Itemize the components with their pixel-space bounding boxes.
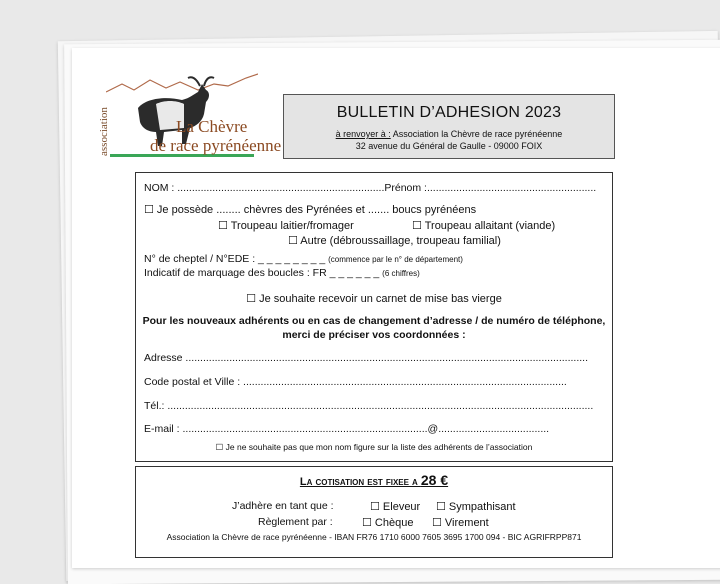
payment-label: Règlement par :: [258, 516, 333, 528]
cheptel-note: (commence par le n° de département): [328, 255, 463, 264]
send-to-address: 32 avenue du Général de Gaulle - 09000 FOIX: [355, 141, 543, 151]
info-instruction-line2: merci de préciser vos coordonnées :: [282, 329, 466, 341]
fee-box: [135, 466, 613, 558]
send-to-line: [284, 129, 614, 139]
checkbox-breeder[interactable]: ☐ Eleveur: [370, 501, 421, 513]
checkbox-supporter[interactable]: ☐ Sympathisant: [436, 501, 516, 513]
goat-count-field[interactable]: ☐ Je possède ........ chèvres des Pyrénées et ....... boucs pyrénéens: [144, 204, 477, 216]
fee-amount: 28 €: [420, 472, 449, 488]
cheptel-label: N° de cheptel / N°EDE : _ _ _ _ _ _ _ _: [144, 253, 326, 265]
logo-title-line1: La Chèvre: [176, 117, 248, 136]
marking-field[interactable]: [144, 267, 420, 279]
postal-city-field[interactable]: Code postal et Ville : ...............................................................................................................: [144, 376, 567, 388]
checkbox-cheque[interactable]: ☐ Chèque: [362, 517, 414, 529]
phone-field[interactable]: Tél.: ..................................................................................................................................................: [144, 400, 594, 412]
checkbox-other-herd[interactable]: ☐ Autre (débroussaillage, troupeau familial): [288, 235, 501, 247]
checkbox-transfer[interactable]: ☐ Virement: [432, 517, 489, 529]
email-field[interactable]: E-mail : ....................................................................................@......................................: [144, 423, 550, 435]
marking-note: (6 chiffres): [382, 269, 420, 278]
checkbox-hide-name[interactable]: ☐ Je ne souhaite pas que mon nom figure sur la liste des adhérents de l’association: [215, 442, 533, 452]
logo-association-text: association: [98, 107, 110, 156]
form-title: BULLETIN D’ADHESION 2023: [336, 104, 562, 121]
send-to-recipient: Association la Chèvre de race pyrénéenne: [390, 129, 563, 139]
logo-title-line2: de race pyrénéenne: [150, 136, 282, 155]
membership-type-label: J’adhère en tant que :: [232, 500, 334, 512]
checkbox-dairy-herd[interactable]: ☐ Troupeau laitier/fromager: [218, 220, 354, 232]
fee-title: [136, 472, 612, 488]
checkbox-birth-notebook[interactable]: ☐ Je souhaite recevoir un carnet de mise bas vierge: [246, 293, 502, 305]
info-instruction-line1: Pour les nouveaux adhérents ou en cas de changement d’adresse / de numéro de téléphone,: [142, 315, 606, 327]
send-to-label: à renvoyer à :: [335, 129, 391, 139]
marking-label: Indicatif de marquage des boucles : FR _ _ _ _ _ _: [144, 267, 380, 279]
cheptel-field[interactable]: [144, 253, 463, 265]
membership-form-box: [135, 172, 613, 462]
address-field[interactable]: Adresse ..........................................................................................................................................: [144, 352, 589, 364]
header-box: [283, 94, 615, 159]
checkbox-meat-herd[interactable]: ☐ Troupeau allaitant (viande): [412, 220, 556, 232]
fee-title-text: La cotisation est fixee a: [299, 476, 421, 488]
bank-details-line: Association la Chèvre de race pyrénéenne - IBAN FR76 1710 6000 7605 3695 1700 094 - BIC AGRIFRPP871: [166, 532, 582, 542]
name-field[interactable]: NOM : .......................................................................Prénom :..........................................................: [144, 182, 597, 194]
